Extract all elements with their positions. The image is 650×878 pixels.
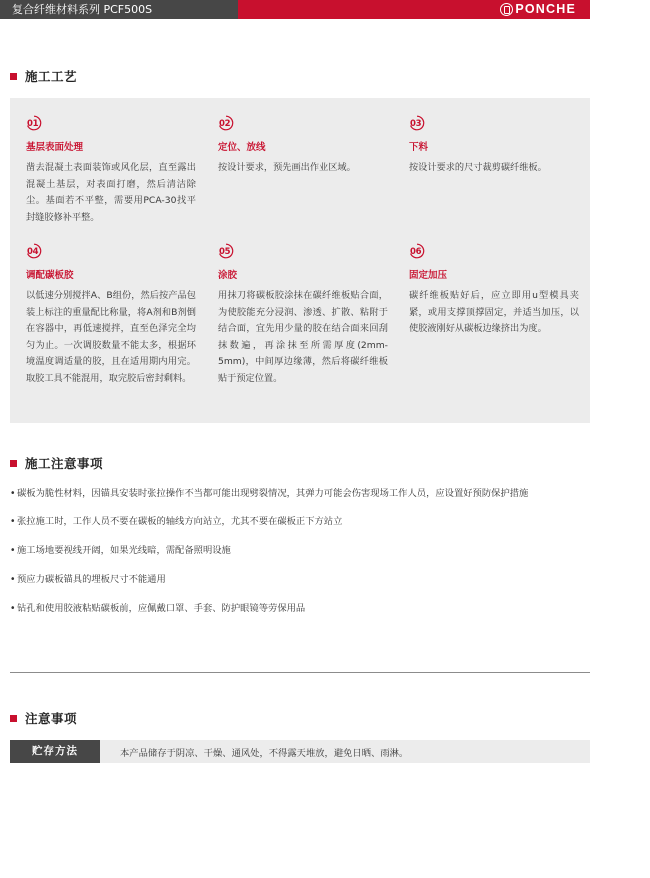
section-precautions-title: 施工注意事项 xyxy=(25,456,104,471)
precautions-list xyxy=(10,486,585,617)
step-description: 碳纤维板贴好后，应立即用u型模具夹紧，或用支撑顶撑固定，并适当加压，以使胶液刚好从碳板边缘挤出为度。 xyxy=(409,290,579,335)
divider xyxy=(10,672,590,673)
step-number: 02 xyxy=(219,119,231,129)
ponche-logo-icon xyxy=(500,3,513,16)
step-card xyxy=(409,243,579,338)
step-number-badge xyxy=(409,243,425,259)
step-number: 04 xyxy=(27,247,39,257)
list-item: • 钻孔和使用胶液粘贴碳板前，应佩戴口罩、手套、防护眼镜等劳保用品 xyxy=(10,601,585,617)
step-number-badge xyxy=(409,115,425,131)
brand-bar xyxy=(238,0,590,19)
storage-text: 本产品储存于阴凉、干燥、通风处，不得露天堆放，避免日晒、雨淋。 xyxy=(120,747,409,759)
section-process-heading xyxy=(10,68,77,84)
step-number: 06 xyxy=(410,247,422,257)
step-title: 基层表面处理 xyxy=(26,142,84,153)
section-notes-heading xyxy=(10,710,77,726)
step-number-badge xyxy=(26,115,42,131)
step-title: 定位、放线 xyxy=(218,142,266,153)
header-bar xyxy=(0,0,590,19)
step-number: 03 xyxy=(410,119,422,129)
step-number-badge xyxy=(26,243,42,259)
section-process-title: 施工工艺 xyxy=(25,69,78,84)
section-notes-title: 注意事项 xyxy=(25,711,78,726)
storage-label: 贮存方法 xyxy=(10,740,100,763)
step-description: 按设计要求，预先画出作业区域。 xyxy=(218,162,356,173)
step-card xyxy=(218,115,388,177)
step-number-badge xyxy=(218,115,234,131)
brand-logo xyxy=(500,2,576,17)
step-number-badge xyxy=(218,243,234,259)
red-square-icon xyxy=(10,73,17,80)
red-square-icon xyxy=(10,715,17,722)
list-item: • 预应力碳板锚具的埋板尺寸不能通用 xyxy=(10,572,585,588)
step-title: 固定加压 xyxy=(409,270,448,281)
step-description: 以低速分别搅拌A、B组份，然后按产品包装上标注的重量配比称量，将A剂和B剂倒在容器中，再低速搅拌，直至色泽完全均匀为止。一次调胶数量不能太多，根据环境温度调适量的胶，且在适用期内用完。取胶工具不能混用，取完胶后密封剩料。 xyxy=(26,290,196,384)
step-card xyxy=(409,115,579,177)
step-title: 调配碳板胶 xyxy=(26,270,74,281)
series-title: 复合纤维材料系列 PCF500S xyxy=(0,0,238,19)
section-precautions-heading xyxy=(10,455,103,471)
brand-name: PONCHE xyxy=(515,2,576,16)
red-square-icon xyxy=(10,460,17,467)
step-description: 凿去混凝土表面装饰或风化层，直至露出混凝土基层，对表面打磨，然后清洁除尘。基面若不平整，需要用PCA-30找平封缝胶修补平整。 xyxy=(26,162,196,223)
step-title: 涂胶 xyxy=(218,270,238,281)
step-number: 01 xyxy=(27,119,39,129)
list-item: • 碳板为脆性材料，因锚具安装时张拉操作不当都可能出现劈裂情况，其弹力可能会伤害现场工作人员，应设置好预防保护措施 xyxy=(10,486,585,502)
step-card xyxy=(26,243,196,388)
list-item: • 施工场地要视线开阔，如果光线暗，需配备照明设施 xyxy=(10,543,585,559)
step-card xyxy=(26,115,196,226)
step-description: 用抹刀将碳板胶涂抹在碳纤维板贴合面，为使胶能充分浸润、渗透、扩散、粘附于结合面，宜先用少量的胶在结合面来回刮抹数遍，再涂抹至所需厚度(2mm-5mm)，中间厚边缘薄，然后将碳纤维板贴于预定位置。 xyxy=(218,290,388,384)
step-number: 05 xyxy=(219,247,231,257)
process-panel xyxy=(10,98,590,423)
storage-row xyxy=(10,740,590,763)
step-title: 下料 xyxy=(409,142,429,153)
list-item: • 张拉施工时，工作人员不要在碳板的轴线方向站立，尤其不要在碳板正下方站立 xyxy=(10,514,585,530)
step-card xyxy=(218,243,388,388)
step-description: 按设计要求的尺寸裁剪碳纤维板。 xyxy=(409,162,547,173)
